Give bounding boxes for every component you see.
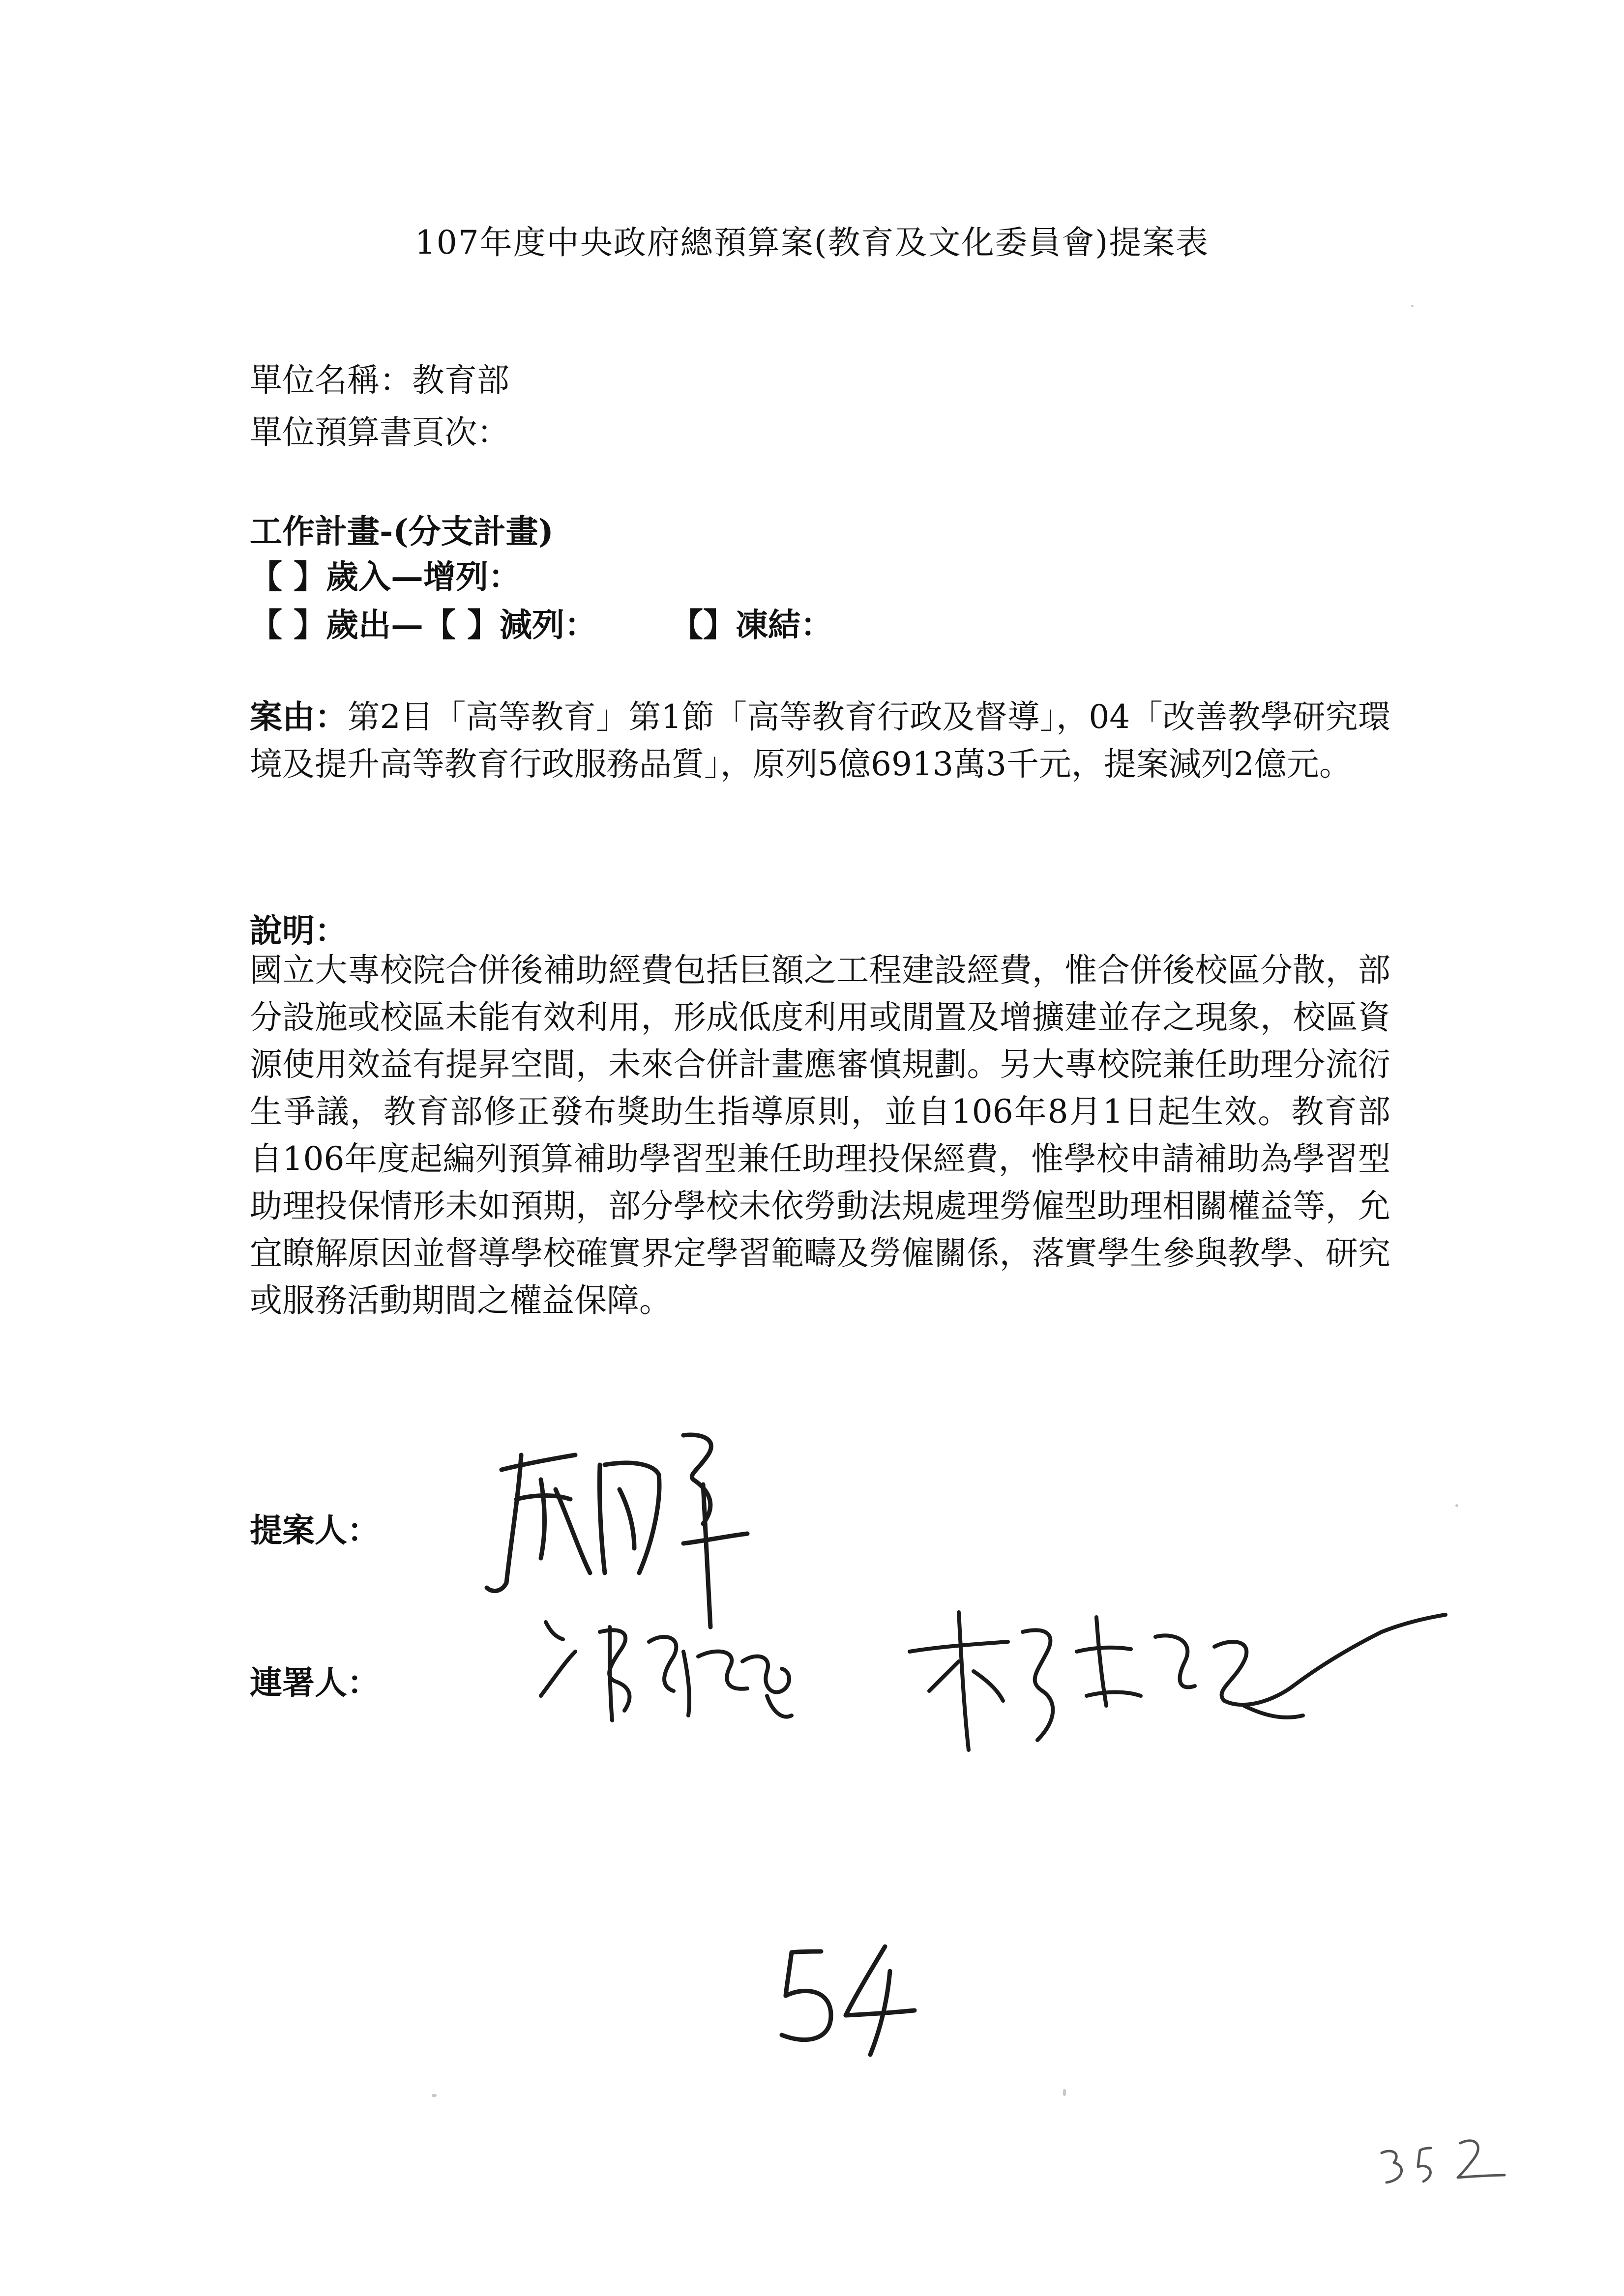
unit-name-label: 單位名稱： [250, 361, 412, 399]
proposer-label: 提案人： [250, 1511, 380, 1549]
document-title: 107年度中央政府總預算案(教育及文化委員會)提案表 [414, 224, 1210, 262]
case-paragraph [250, 693, 1390, 788]
expenditure-reduction-label: 【 】歲出—【 】減列： [250, 606, 597, 644]
freeze-label: 【】凍結： [670, 606, 833, 644]
explanation-label: 說明： [250, 911, 347, 950]
cosigner-signature-2 [900, 1578, 1450, 1765]
revenue-line: 【 】歲入—增列： [250, 557, 521, 596]
cosigner-signature-1 [536, 1602, 841, 1730]
handwritten-page-number [767, 1942, 924, 2060]
cosigner-label: 連署人： [250, 1663, 380, 1702]
scan-speck [1411, 305, 1414, 307]
unit-name-row [250, 354, 509, 401]
explanation-paragraph: 國立大專校院合併後補助經費包括巨額之工程建設經費，惟合併後校區分散，部分設施或校區未能有效利用，形成低度利用或閒置及增擴建並存之現象，校區資源使用效益有提昇空間，未來合併計畫應審慎規劃。另大專校院兼任助理分流衍生爭議，教育部修正發布獎助生指導原則，並自106年8月1日起生效。教育部自106年度起編列預算補助學習型兼任助理投保經費，惟學校申請補助為學習型助理投保情形未如預期，部分學校未依勞動法規處理勞僱型助理相關權益等，允宜瞭解原因並督導學校確實界定學習範疇及勞僱關係，落實學生參與教學、研究或服務活動期間之權益保障。 [250, 951, 1390, 1319]
handwritten-corner-number [1377, 2128, 1524, 2192]
scan-speck [1455, 1504, 1458, 1507]
scan-speck [1063, 2089, 1066, 2096]
case-text: 第2目「高等教育」第1節「高等教育行政及督導」，04「改善教學研究環境及提升高等教育行政服務品質」，原列5億6913萬3千元，提案減列2億元。 [250, 698, 1391, 783]
unit-name-value: 教育部 [412, 361, 509, 399]
work-plan-heading: 工作計畫-(分支計畫) [250, 512, 554, 551]
proposer-signature [472, 1425, 816, 1632]
expenditure-line [250, 599, 833, 645]
budget-page-label: 單位預算書頁次： [250, 413, 509, 451]
case-label: 案由： [250, 698, 348, 736]
scan-speck [432, 2094, 437, 2097]
